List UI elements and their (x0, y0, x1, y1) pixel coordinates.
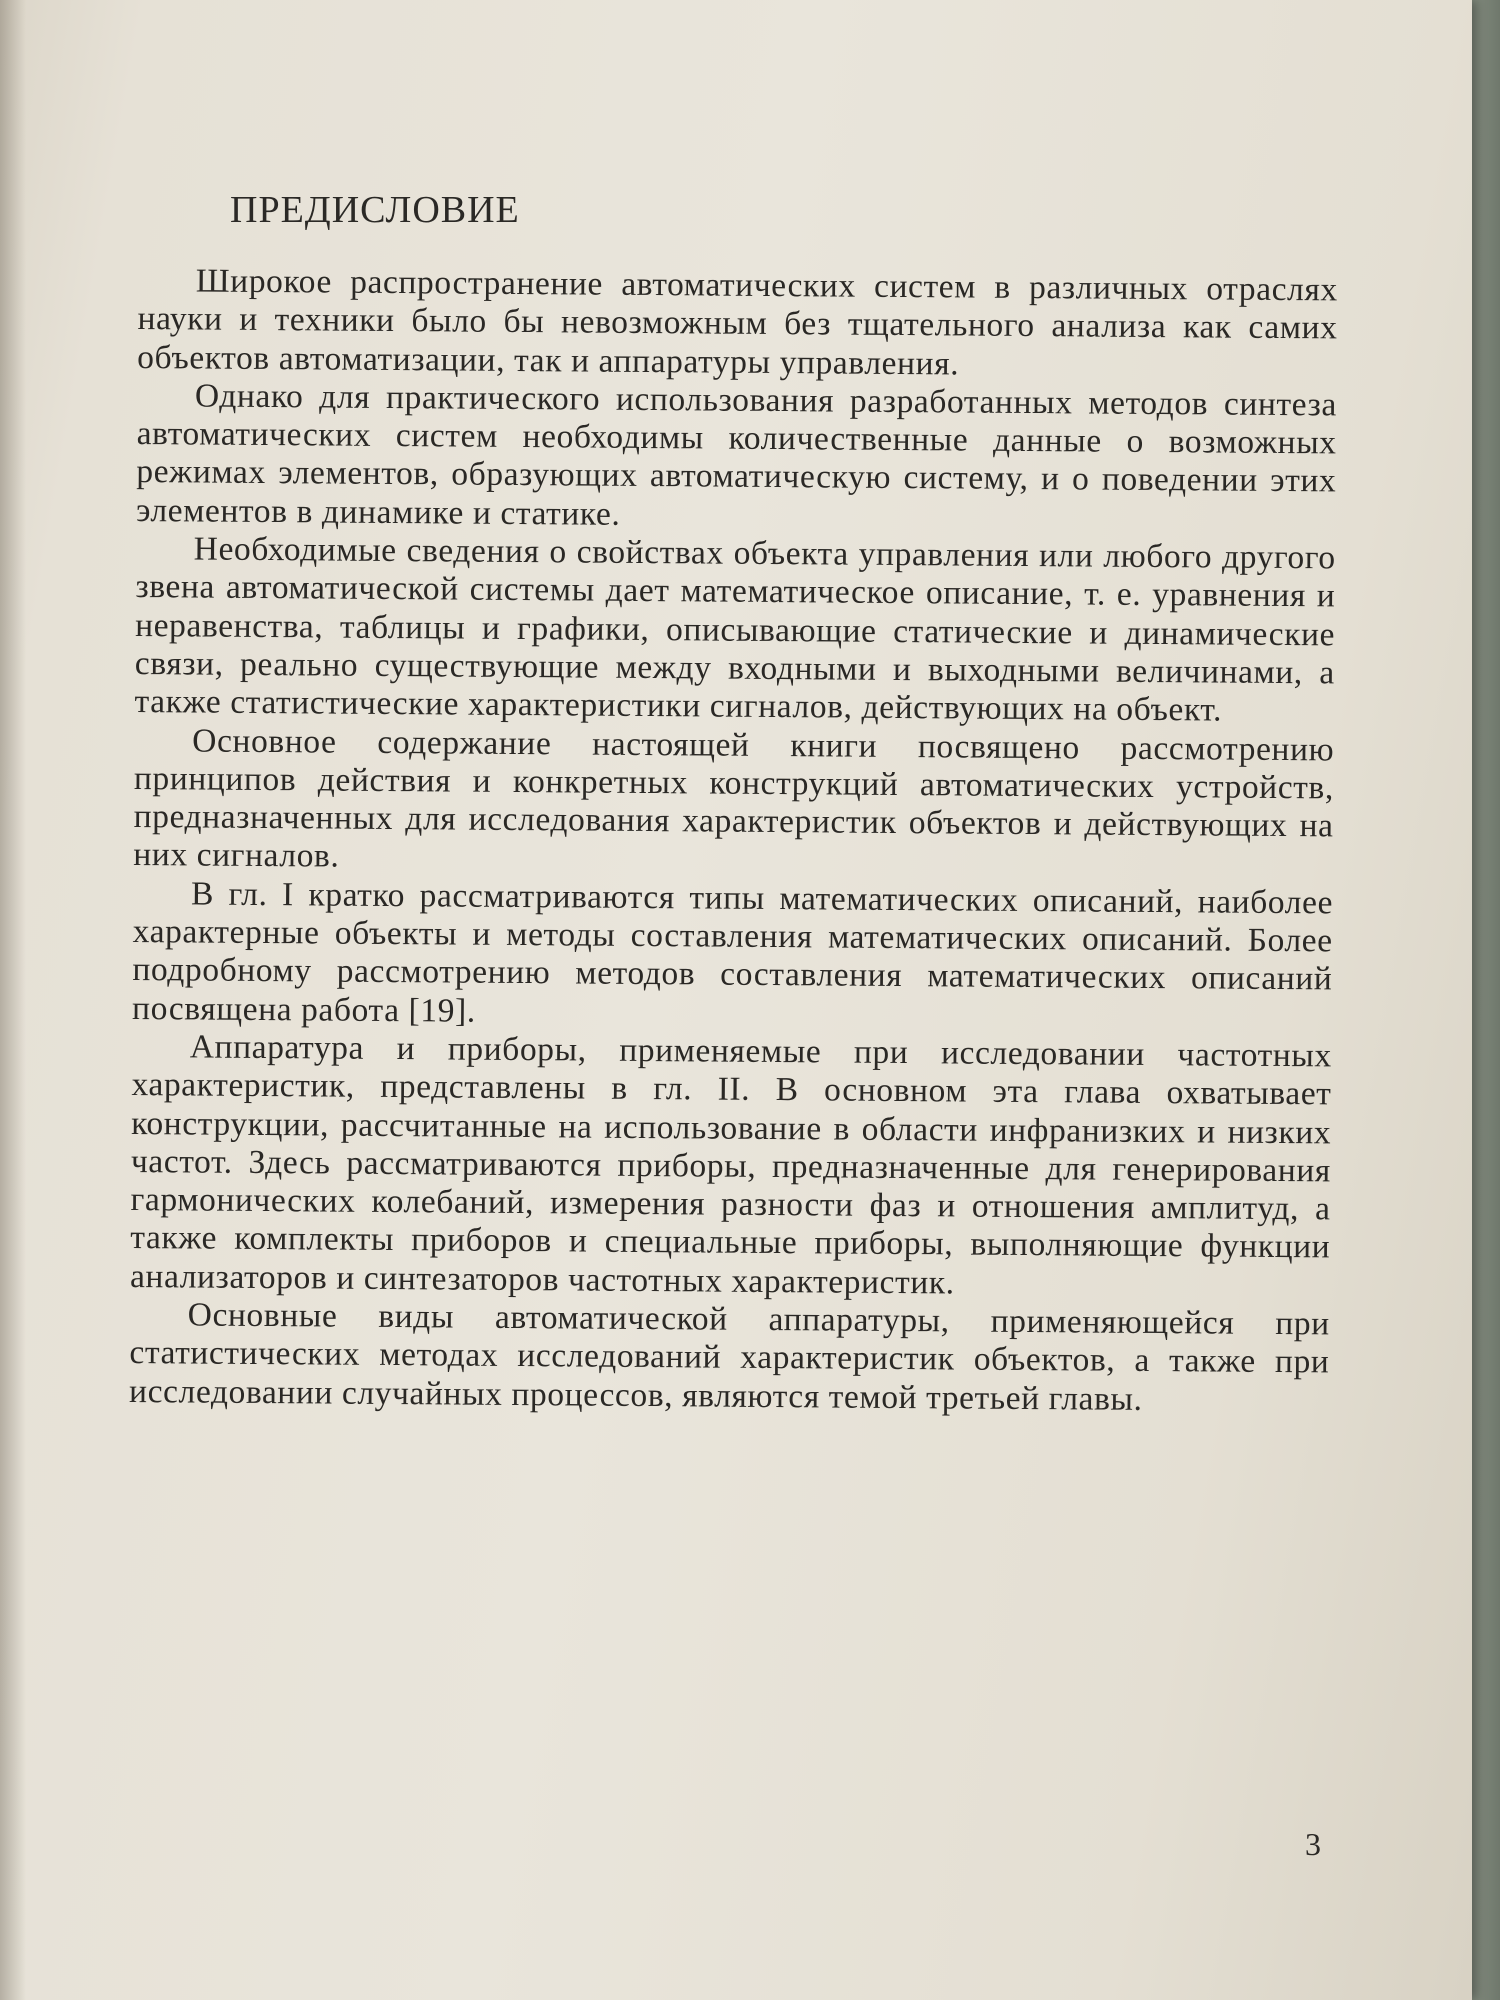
paragraph-1: Широкое распространение автоматических систем в различных отраслях науки и техники было бы невозможным без тщательного анализа как самих объектов автоматизации, так и аппаратуры управления. (137, 262, 1338, 383)
paragraph-3: Необходимые сведения о свойствах объекта управления или любого другого звена автоматической системы дает математическое описание, т. е. уравнения и неравенства, таблицы и графики, описывающие статические и динамические связи, реально существующие между входными и выходными величинами, а также статистические характеристики сигналов, действующих на объект. (134, 530, 1336, 729)
paragraph-2: Однако для практического использования разработанных методов синтеза автоматических систем необходимы количественные данные о возможных режимах элементов, образующих автоматическую систему, и о поведении этих элементов в динамике и статике. (135, 377, 1338, 533)
page-gutter-shadow (0, 0, 26, 2000)
paragraph-7: Основные виды автоматической аппаратуры, применяющейся при статистических методах исследований характеристик объектов, а также при исследовании случайных процессов, являются темой третьей главы. (128, 1296, 1330, 1418)
paragraph-6: Аппаратура и приборы, применяемые при исследовании частотных характеристик, представлены в гл. II. В основном эта глава охватывает конструкции, рассчитанные на использование в области инфранизких и низких частот. Здесь рассматриваются приборы, предназначенные для генерирования гармонических колебаний, измерения разности фаз и отношения амплитуд, а также комплекты приборов и специальные приборы, выполняющие функции анализаторов и синтезаторов частотных характеристик. (129, 1028, 1332, 1302)
page-heading: ПРЕДИСЛОВИЕ (230, 189, 520, 231)
page-number: 3 (1305, 1826, 1321, 1862)
paragraph-5: В гл. I кратко рассматриваются типы математических описаний, наиболее характерные объекты и методы составления математических описаний. Более подробному рассмотрению методов составления математических описаний посвящена работа [19]. (131, 875, 1334, 1030)
body-text (129, 262, 1338, 1420)
paragraph-4: Основное содержание настоящей книги посвящено рассмотрению принципов действия и конкретных конструкций автоматических устройств, предназначенных для исследования характеристик объектов и действующих на них сигналов. (133, 722, 1335, 876)
